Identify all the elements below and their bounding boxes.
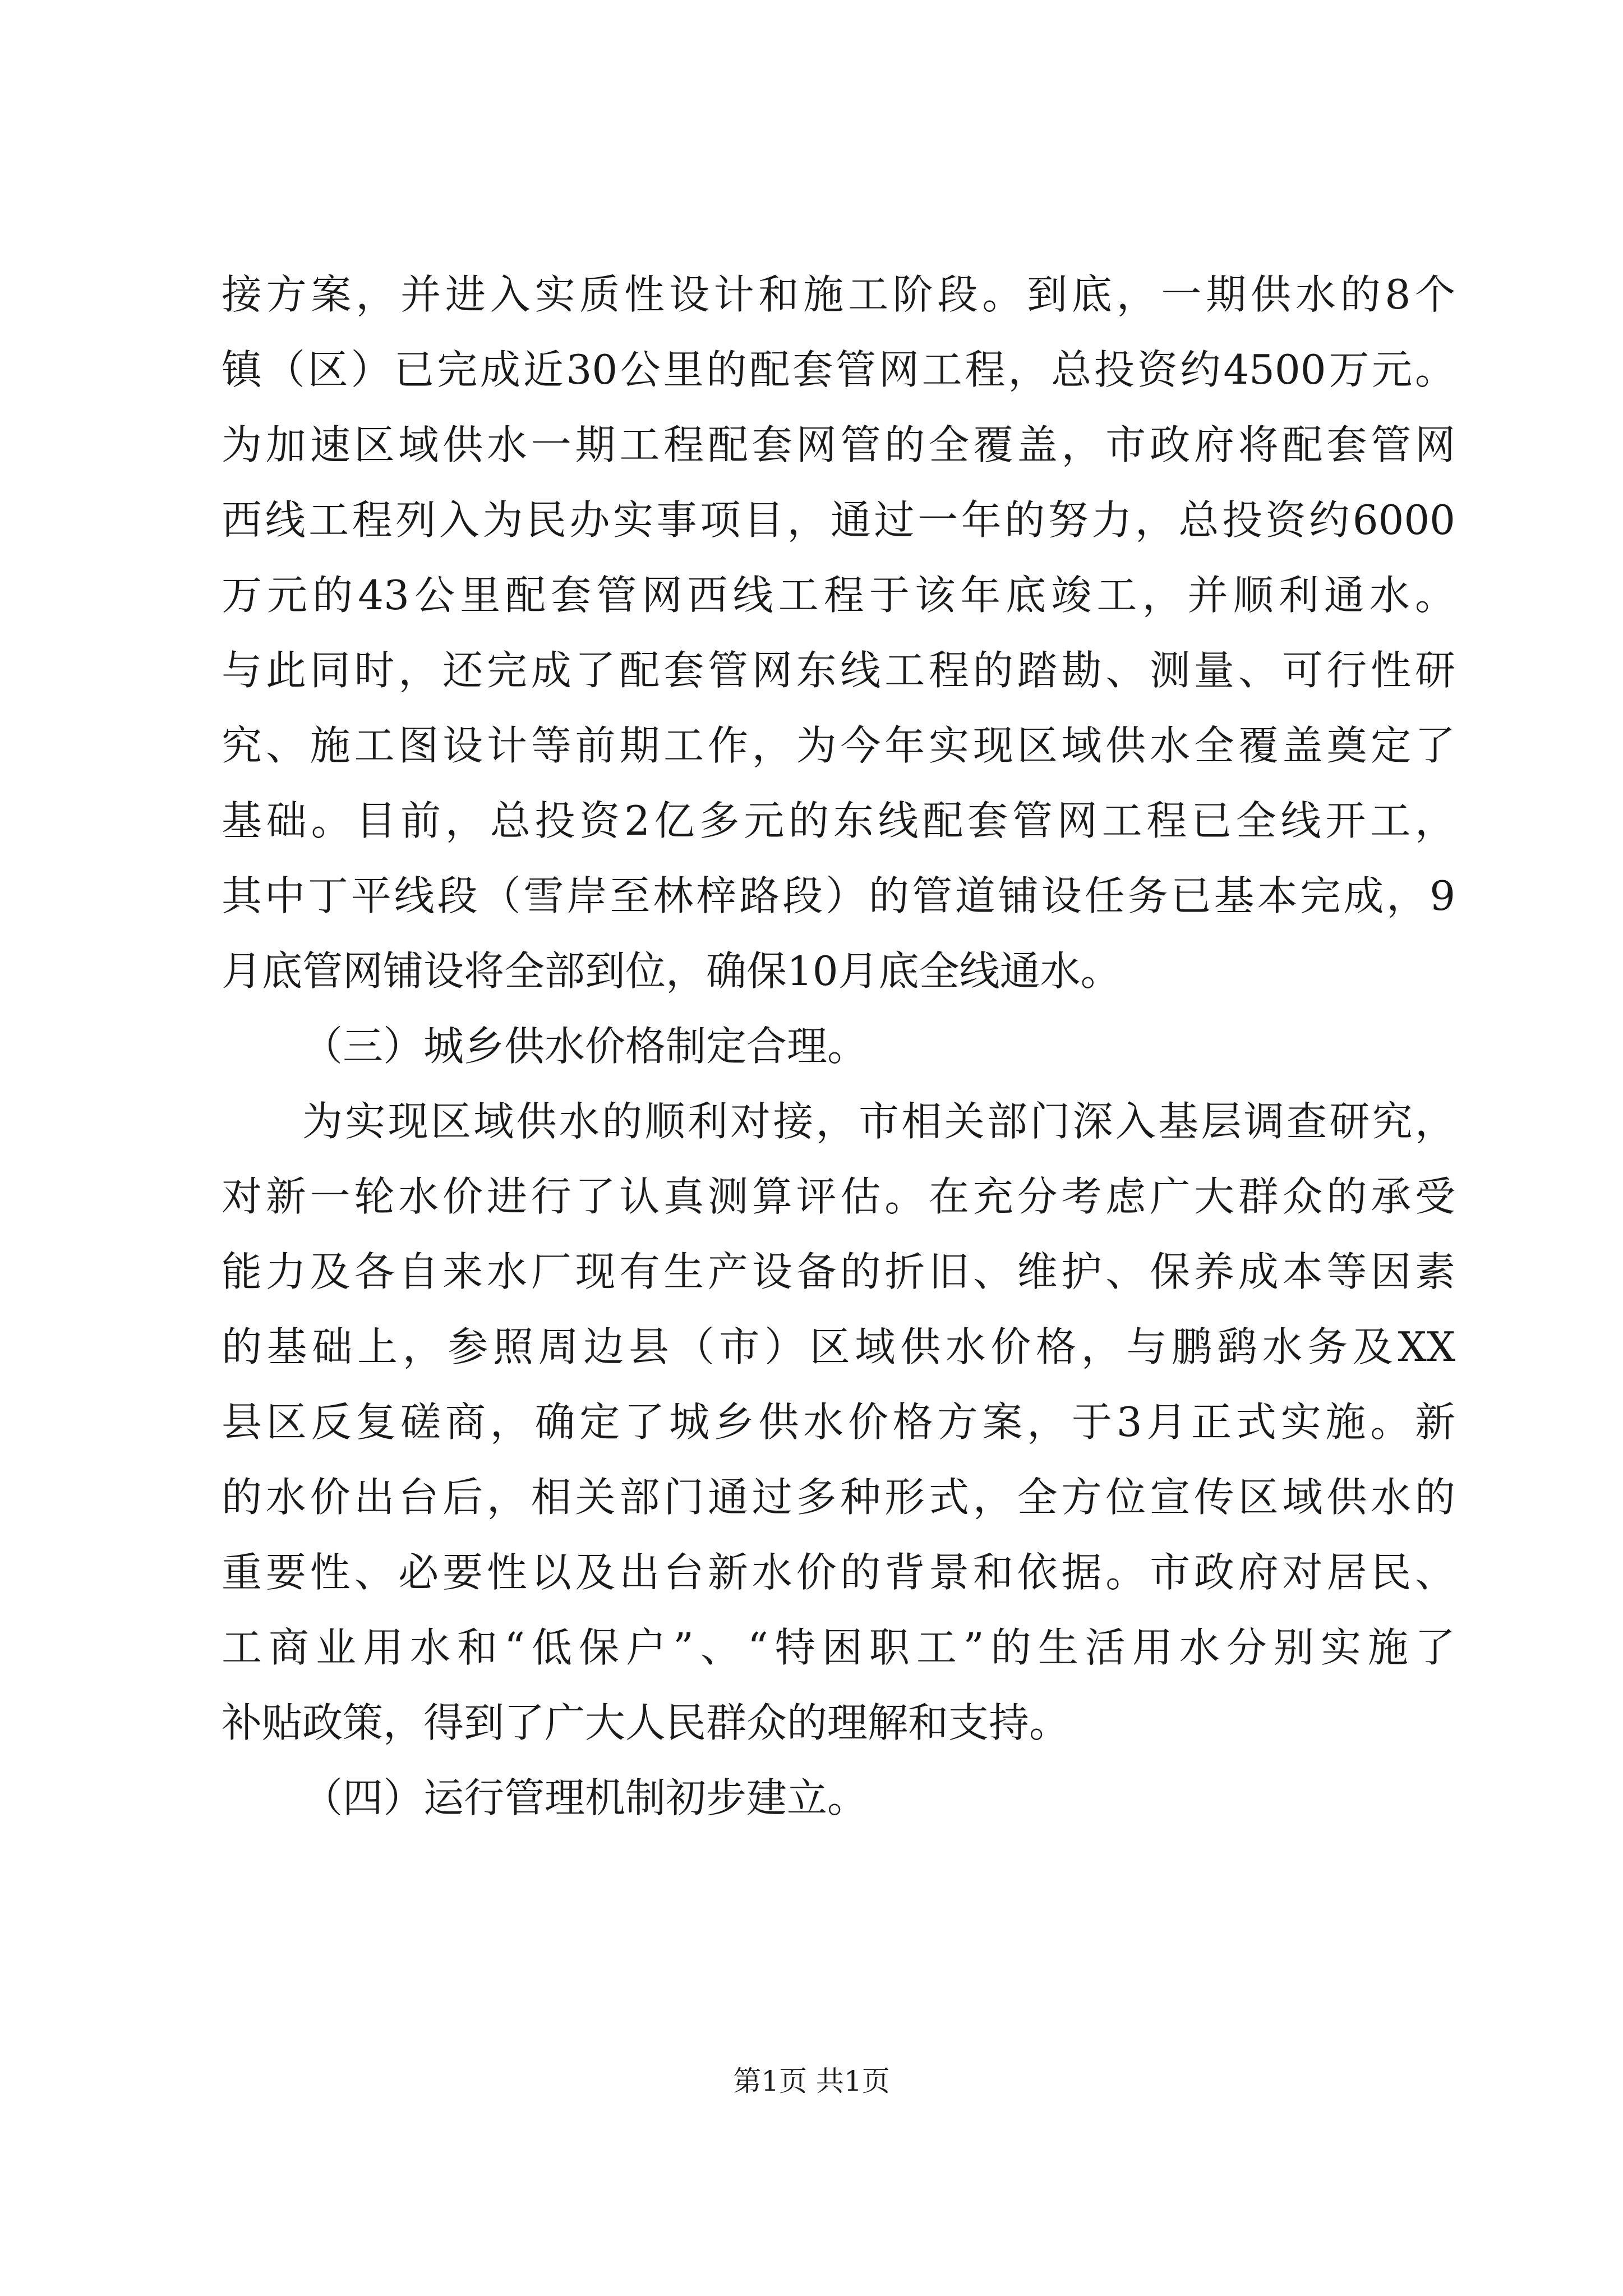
text-line: 的基础上，参照周边县（市）区域供水价格，与鹏鹞水务及XX xyxy=(222,1323,1455,1370)
text-line: 究、施工图设计等前期工作，为今年实现区域供水全覆盖奠定了 xyxy=(222,722,1455,769)
text-line: 月底管网铺设将全部到位，确保10月底全线通水。 xyxy=(222,947,1121,995)
text-line: 为加速区域供水一期工程配套网管的全覆盖，市政府将配套管网 xyxy=(222,421,1455,468)
text-line: 补贴政策，得到了广大人民群众的理解和支持。 xyxy=(222,1699,1070,1746)
text-line: 镇（区）已完成近30公里的配套管网工程，总投资约4500万元。 xyxy=(222,346,1455,393)
section-heading-management: （四）运行管理机制初步建立。 xyxy=(302,1774,868,1821)
text-line: 对新一轮水价进行了认真测算评估。在充分考虑广大群众的承受 xyxy=(222,1173,1455,1220)
text-line: 的水价出台后，相关部门通过多种形式，全方位宣传区域供水的 xyxy=(222,1474,1455,1521)
text-line: 能力及各自来水厂现有生产设备的折旧、维护、保养成本等因素 xyxy=(222,1248,1455,1295)
text-line: 接方案，并进入实质性设计和施工阶段。到底，一期供水的8个 xyxy=(222,271,1455,318)
paragraph-water-network xyxy=(222,264,1455,1002)
text-line: 为实现区域供水的顺利对接，市相关部门深入基层调查研究， xyxy=(302,1098,1455,1145)
text-line: 西线工程列入为民办实事项目，通过一年的努力，总投资约6000 xyxy=(222,496,1455,544)
paragraph-water-pricing xyxy=(222,1091,1455,1754)
text-line: 重要性、必要性以及出台新水价的背景和依据。市政府对居民、 xyxy=(222,1549,1455,1596)
text-line: 县区反复磋商，确定了城乡供水价格方案，于3月正式实施。新 xyxy=(222,1398,1455,1446)
document-body xyxy=(222,264,1455,1842)
section-heading-pricing: （三）城乡供水价格制定合理。 xyxy=(302,1023,868,1070)
text-line: 万元的43公里配套管网西线工程于该年底竣工，并顺利通水。 xyxy=(222,572,1455,619)
text-line: 其中丁平线段（雪岸至林梓路段）的管道铺设任务已基本完成，9 xyxy=(222,872,1455,919)
text-line: 工商业用水和“低保户”、“特困职工”的生活用水分别实施了 xyxy=(222,1624,1455,1671)
text-line: 与此同时，还完成了配套管网东线工程的踏勘、测量、可行性研 xyxy=(222,647,1455,694)
page-number-footer: 第1页 共1页 xyxy=(733,2065,890,2097)
text-line: 基础。目前，总投资2亿多元的东线配套管网工程已全线开工， xyxy=(222,797,1455,844)
